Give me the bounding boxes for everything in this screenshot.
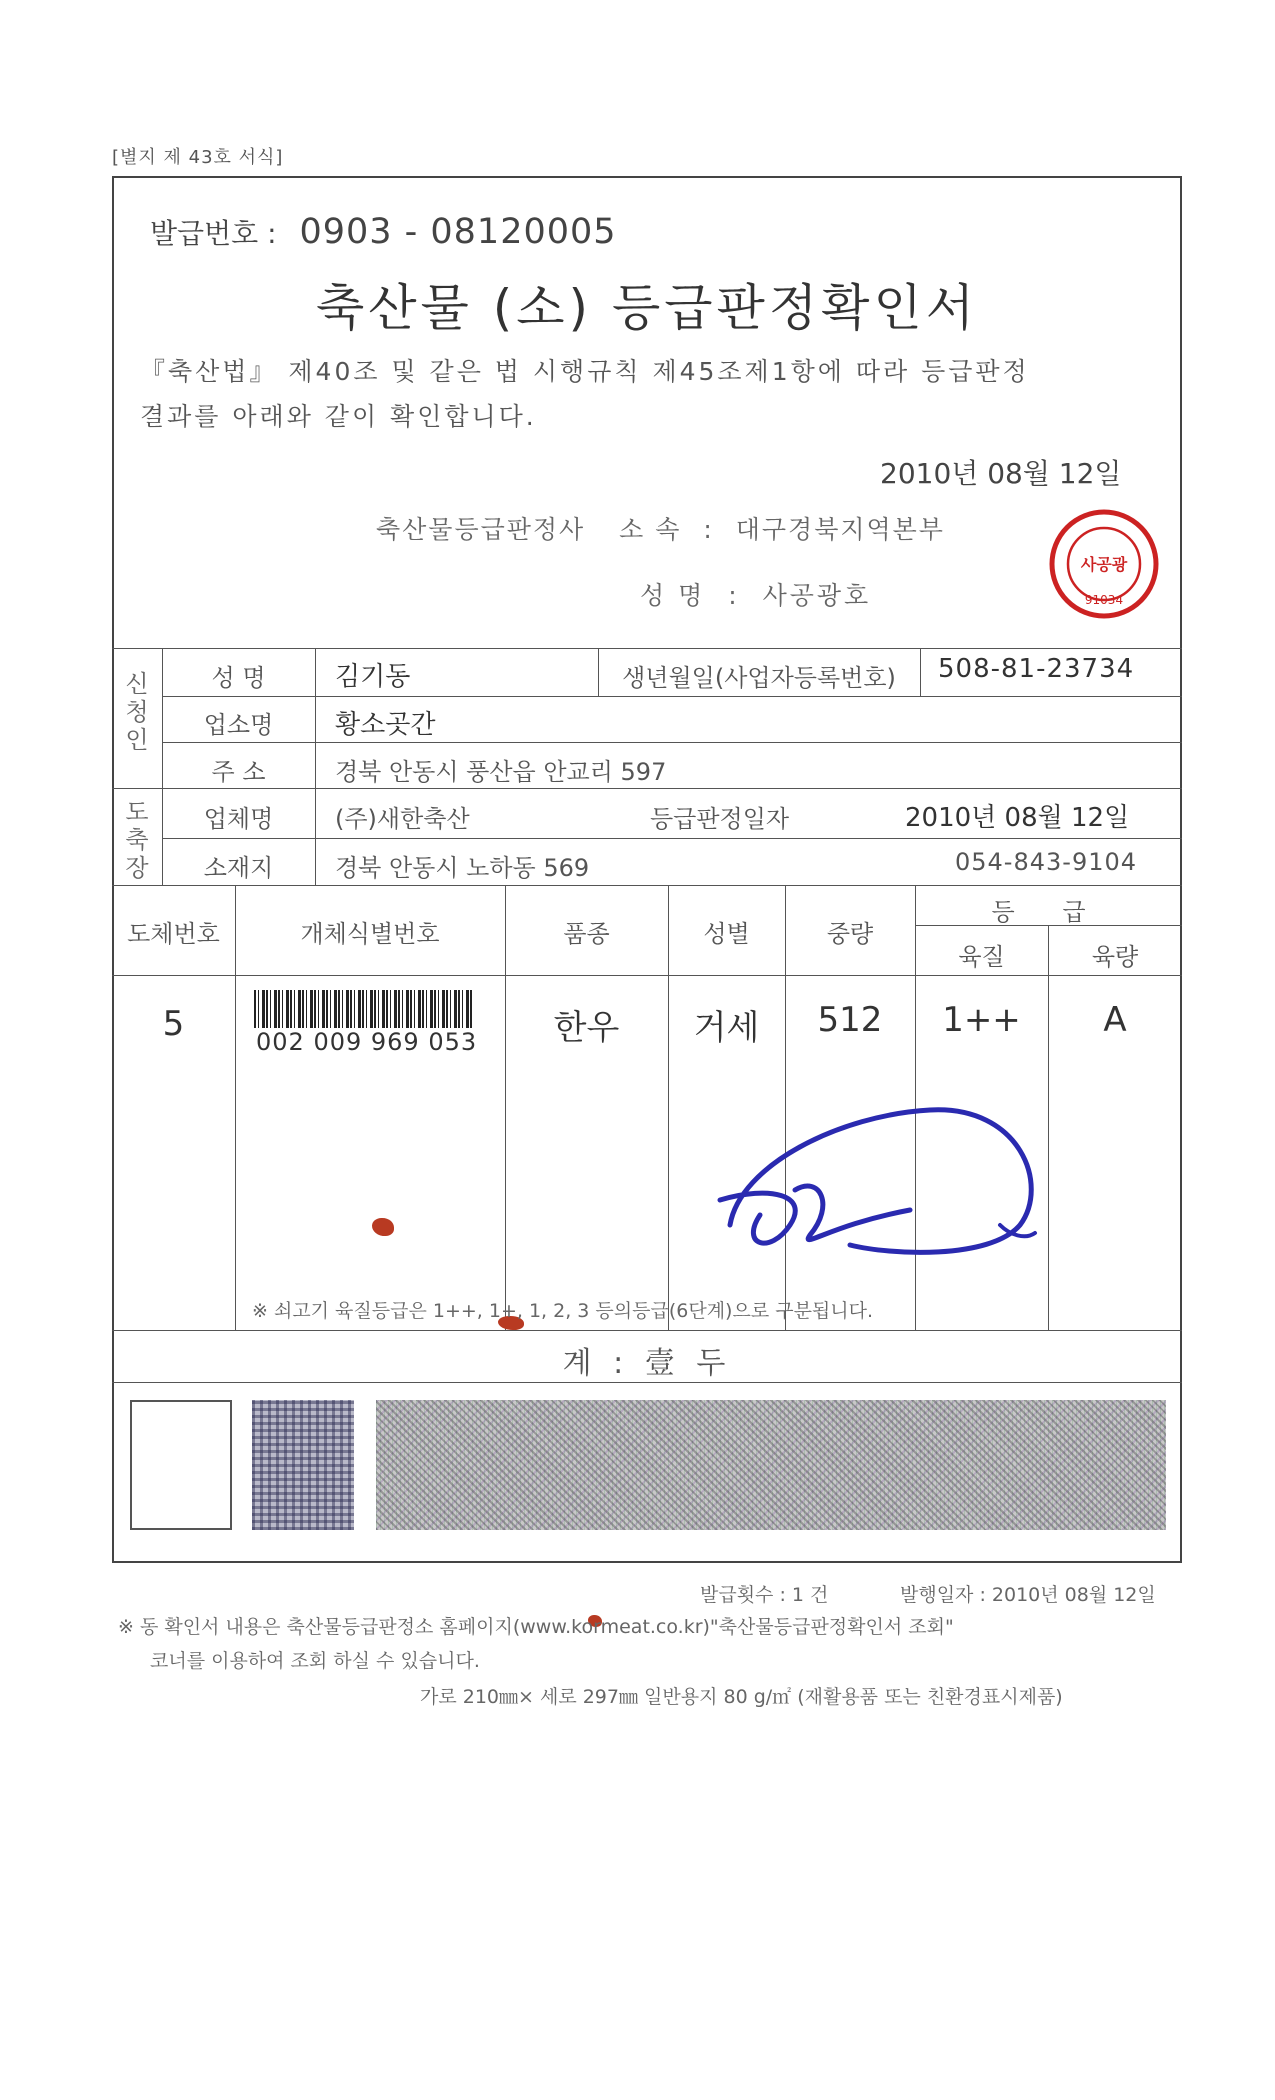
header-sex: 성별 bbox=[703, 920, 750, 948]
notice-line1: ※ 동 확인서 내용은 축산물등급판정소 홈페이지(www.kormeat.co.kr)"축산물등급판정확인서 조회" bbox=[118, 1616, 954, 1638]
company-label: 업체명 bbox=[203, 805, 274, 833]
slaughterhouse-location: 경북 안동시 노하동 569 bbox=[335, 854, 590, 882]
inspector-affiliation: 축산물등급판정사 소 속 : 대구경북지역본부 bbox=[376, 515, 945, 544]
business-name-label: 업소명 bbox=[203, 711, 274, 739]
notice-line2: 코너를 이용하여 조회 하실 수 있습니다. bbox=[150, 1650, 480, 1672]
paper-spec: 가로 210㎜× 세로 297㎜ 일반용지 80 g/㎡ (재활용품 또는 친환경표시제품) bbox=[420, 1686, 1063, 1708]
address-label: 주 소 bbox=[211, 758, 266, 786]
birth-date-label: 생년월일(사업자등록번호) bbox=[622, 664, 896, 692]
signature-scribble bbox=[700, 1075, 1060, 1265]
document-title: 축산물 (소) 등급판정확인서 bbox=[315, 279, 979, 337]
legal-paragraph-line2: 결과를 아래와 같이 확인합니다. bbox=[140, 402, 537, 431]
location-label: 소재지 bbox=[203, 854, 274, 882]
yield-grade-value: A bbox=[1103, 1000, 1127, 1040]
form-number: [별지 제 43호 서식] bbox=[112, 147, 284, 168]
header-breed: 품종 bbox=[563, 920, 610, 948]
inspector-name-label: 성 명 bbox=[640, 581, 706, 610]
stamp-code-text: 91034 bbox=[1084, 593, 1124, 607]
red-stain bbox=[372, 1218, 394, 1236]
qr-code-box bbox=[130, 1400, 232, 1530]
grading-date-label: 등급판정일자 bbox=[650, 805, 790, 833]
qr-code-pattern bbox=[252, 1400, 354, 1530]
issue-number: 0903 - 08120005 bbox=[299, 212, 617, 252]
stamp-name-text: 사공광 bbox=[1080, 555, 1128, 574]
sex-value: 거세 bbox=[693, 1008, 760, 1048]
barcode bbox=[254, 990, 474, 1028]
total-count: 계 : 壹 두 bbox=[562, 1346, 732, 1381]
quality-grade-value: 1++ bbox=[942, 1000, 1021, 1040]
carcass-number: 5 bbox=[162, 1004, 185, 1044]
header-grade: 등 급 bbox=[991, 898, 1106, 926]
applicant-address: 경북 안동시 풍산읍 안교리 597 bbox=[335, 758, 667, 786]
animal-id-number: 002 009 969 053 bbox=[256, 1028, 478, 1056]
header-yield: 육량 bbox=[1091, 943, 1139, 971]
issue-count: 발급횟수 : 1 건 bbox=[700, 1584, 829, 1606]
weight-value: 512 bbox=[817, 1000, 883, 1040]
slaughterhouse-phone: 054-843-9104 bbox=[955, 848, 1138, 876]
grading-date: 2010년 08월 12일 bbox=[905, 803, 1130, 833]
header-id-no: 개체식별번호 bbox=[300, 920, 440, 948]
applicant-name: 김기동 bbox=[335, 662, 411, 692]
breed-value: 한우 bbox=[553, 1008, 620, 1048]
issue-number-label: 발급번호 : bbox=[150, 217, 277, 250]
official-seal-stamp bbox=[1048, 508, 1160, 620]
certificate-date: 2010년 08월 12일 bbox=[880, 457, 1122, 490]
company-name: (주)새한축산 bbox=[335, 805, 470, 833]
header-weight: 중량 bbox=[826, 920, 874, 948]
slaughterhouse-section-label: 도축장 bbox=[125, 798, 149, 882]
inspector-role: 축산물등급판정사 bbox=[376, 515, 586, 544]
affiliation-label: 소 속 bbox=[619, 515, 682, 544]
legal-paragraph-line1: 『축산법』 제40조 및 같은 법 시행규칙 제45조제1항에 따라 등급판정 bbox=[140, 357, 1030, 386]
applicant-section-label: 신청인 bbox=[125, 670, 149, 754]
grade-note: ※ 쇠고기 육질등급은 1++, 1+, 1, 2, 3 등의등급(6단계)으로 구분됩니다. bbox=[252, 1300, 874, 1322]
issue-date: 발행일자 : 2010년 08월 12일 bbox=[900, 1584, 1156, 1606]
header-carcass-no: 도체번호 bbox=[127, 920, 220, 948]
affiliation-value: 대구경북지역본부 bbox=[735, 515, 945, 544]
header-quality: 육질 bbox=[958, 943, 1005, 971]
business-name: 황소곳간 bbox=[335, 710, 436, 740]
issue-number-line bbox=[150, 212, 617, 252]
security-noise-pattern bbox=[376, 1400, 1166, 1530]
business-registration-number: 508-81-23734 bbox=[938, 654, 1135, 684]
applicant-name-label: 성 명 bbox=[211, 664, 266, 692]
inspector-name-line: 성 명 : 사공광호 bbox=[640, 581, 872, 610]
inspector-name: 사공광호 bbox=[762, 581, 872, 610]
